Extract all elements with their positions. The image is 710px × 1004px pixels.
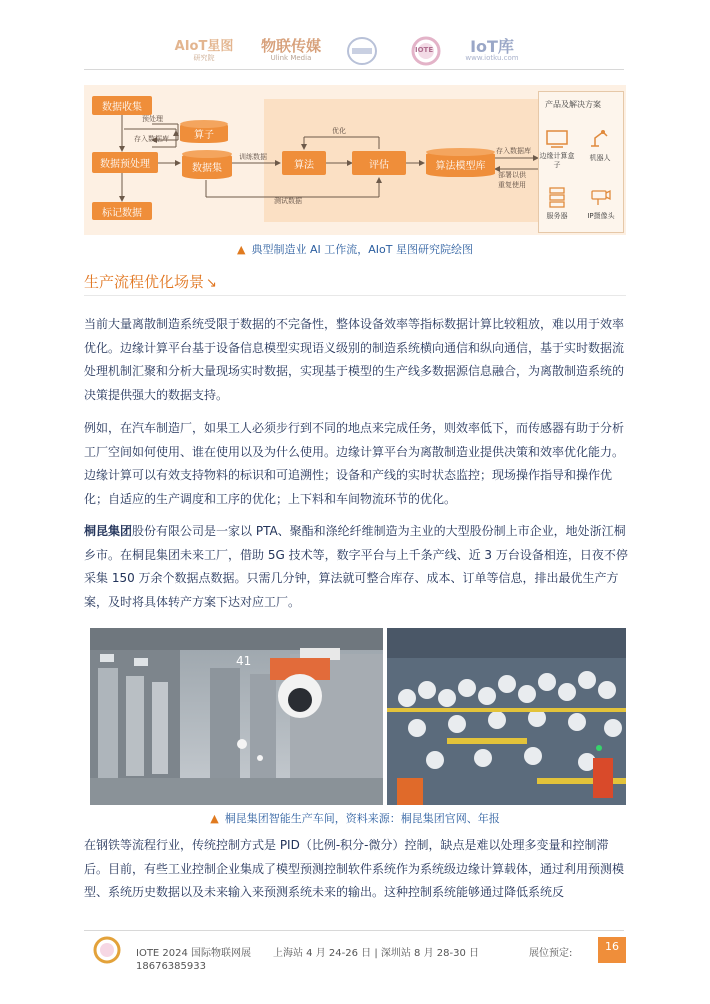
ulink-logo-sub: Ulink Media (270, 54, 312, 62)
footer-event: IOTE 2024 国际物联网展 (136, 948, 252, 959)
paragraph-4: 在钢铁等流程行业，传统控制方式是 PID（比例-积分-微分）控制，缺点是难以处理多变量和控制滞后。目前，有些工业控制企业集成了模型预测控制软件系统作为系统级边缘计算载体，通过利用预测模型、系统历史数据以及未来输入来预测系统未来的输出。这种控制系统能够通过降低系统反 (84, 838, 625, 899)
factory-photo-left (90, 628, 383, 805)
paragraph-3-text: 股份有限公司是一家以 PTA、聚酯和涤纶纤维制造为主业的大型股份制上市企业，地处浙江桐乡市。在桐昆集团未来工厂，借助 5G 技术等，数字平台与上千条产线、近 3 万台设备相连，日夜不停采集 150 万余个数据点数据。只需几分钟，算法就可整合库存、成本、订单等信息，排出最优生产方案，及时将具体转产方案下达对应工厂。 (84, 524, 628, 609)
product-robot: 机器人 (589, 154, 611, 162)
diagram-caption-text: 典型制造业 AI 工作流，AIoT 星图研究院绘图 (251, 243, 473, 256)
box-data-collect: 数据收集 (92, 96, 152, 115)
aiot-logo-text: AIoT星图 (174, 39, 234, 54)
footer-divider (84, 930, 624, 931)
robot-arm-icon (587, 126, 611, 148)
label-test-data: 测试数据 (274, 197, 302, 205)
product-edge-box-label: 边缘计算盒子 (539, 152, 575, 169)
ulink-logo-text: 物联传媒 (260, 37, 321, 55)
label-optimize: 优化 (332, 127, 346, 135)
ulink-logo (255, 36, 327, 66)
round-badge-logo (345, 36, 379, 66)
diagram-caption (84, 241, 626, 257)
label-train-data: 训练数据 (239, 153, 267, 161)
section-divider (84, 295, 626, 296)
ip-camera-icon (589, 186, 611, 208)
products-panel (538, 91, 624, 233)
ai-workflow-diagram (84, 85, 626, 235)
iote-logo-text: IOTE (415, 46, 434, 54)
box-data-preprocess: 数据预处理 (92, 152, 158, 173)
product-ip-camera: IP摄像头 (587, 212, 615, 220)
label-preprocess: 预处理 (142, 115, 163, 123)
label-deploy-1: 部署以供 (498, 171, 526, 179)
paragraph-2: 例如，在汽车制造厂，如果工人必须步行到不同的地点来完成任务，则效率低下，而传感器有助于分析工厂空间如何使用、谁在使用以及为什么使用。边缘计算平台为离散制造业提供决策和效率优化能力。边缘计算可以有效支持物料的标识和可追溯性；设备和产线的实时状态监控；现场操作指导和操作优化；自适应的生产调度和工序的优化；上下料和车间物流环节的优化。 (84, 421, 625, 506)
iotku-logo (462, 36, 522, 66)
cylinder-model-lib (426, 151, 495, 177)
photo-caption-text: 桐昆集团智能生产车间，资料来源：桐昆集团官网、年报 (224, 812, 500, 825)
page-number: 16 (598, 937, 626, 963)
server-icon (547, 186, 567, 208)
label-store-db2: 存入数据库 (496, 147, 531, 155)
box-label-data: 标记数据 (92, 202, 152, 220)
product-server: 服务器 (546, 212, 568, 220)
paragraph-1: 当前大量离散制造系统受限于数据的不完备性，整体设备效率等指标数据计算比较粗放，难以用于效率优化。边缘计算平台基于设备信息模型实现语义级别的制造系统横向通信和纵向通信，基于实时数据流处理机制汇聚和分析大量现场实时数据，实现基于模型的生产线多数据源信息融合，为离散制造系统的决策提供强大的数据支持。 (84, 317, 625, 402)
caption-triangle-icon: ▲ (237, 243, 246, 256)
paragraph-3-company: 桐昆集团 (84, 524, 133, 538)
footer-phone: 18676385933 (136, 961, 206, 972)
aiot-logo-sub: 研究院 (193, 54, 215, 62)
arrow-down-right-icon: ↘ (206, 276, 217, 291)
photo-number-label: 41 (236, 654, 252, 668)
operator-label: 算子 (194, 129, 214, 141)
iote-logo (408, 36, 444, 66)
label-deploy-2: 重复使用 (498, 181, 526, 189)
box-evaluate: 评估 (352, 151, 406, 175)
edge-box-icon (545, 128, 569, 148)
section-title-text: 生产流程优化场景 (84, 273, 205, 291)
products-title: 产品及解决方案 (545, 100, 601, 109)
cylinder-operator (180, 123, 228, 143)
paragraph-3 (84, 520, 632, 614)
footer-dates: 上海站 4 月 24-26 日 | 深圳站 8 月 28-30 日 (273, 948, 479, 959)
photo-caption (84, 810, 626, 826)
dataset-label: 数据集 (192, 162, 222, 174)
cylinder-dataset (182, 153, 232, 179)
product-edge-box (539, 152, 575, 170)
box-algorithm: 算法 (282, 151, 326, 175)
footer-booth: 展位预定: (529, 948, 573, 959)
iotku-logo-sub: www.iotku.com (465, 54, 519, 62)
aiot-logo (172, 36, 236, 66)
iote-footer-logo-icon (92, 936, 122, 964)
factory-photo-right (387, 628, 626, 805)
section-title (84, 271, 217, 292)
photo-caption-triangle-icon: ▲ (210, 812, 219, 825)
iotku-logo-text: IoT库 (470, 37, 514, 56)
header-divider (84, 69, 624, 70)
label-store-db: 存入数据库 (134, 135, 169, 143)
model-lib-label: 算法模型库 (435, 160, 486, 172)
